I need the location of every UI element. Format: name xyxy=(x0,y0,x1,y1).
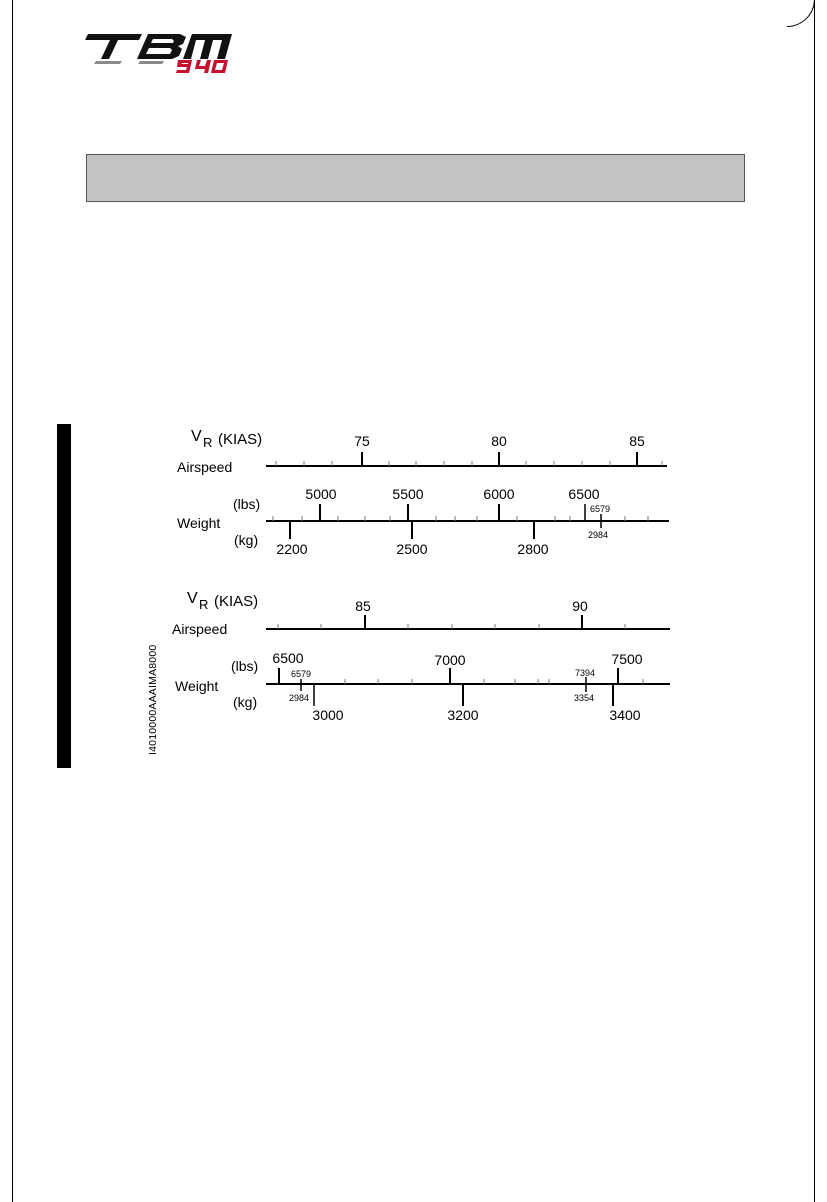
weight-axis-label: Weight xyxy=(177,515,221,531)
vr-symbol: V xyxy=(191,428,202,445)
nomogram-1 xyxy=(177,428,669,557)
kg-tick-label: 3400 xyxy=(609,707,641,723)
lbs-tick-label: 5000 xyxy=(305,486,337,502)
vr-unit: (KIAS) xyxy=(218,431,263,448)
airspeed-axis-label: Airspeed xyxy=(172,621,228,637)
vr-subscript: R xyxy=(203,435,213,450)
nomogram-2 xyxy=(172,590,670,723)
lbs-unit-label: (lbs) xyxy=(233,496,261,512)
lbs-tick-label: 6500 xyxy=(568,486,600,502)
kg-tick-label: 2200 xyxy=(276,541,308,557)
vr-subscript: R xyxy=(199,597,209,612)
kg-tick-label: 3000 xyxy=(312,707,344,723)
lbs-special-label: 6579 xyxy=(290,669,312,679)
airspeed-tick-label: 80 xyxy=(491,433,507,449)
weight-axis-label: Weight xyxy=(175,678,219,694)
vr-symbol: V xyxy=(187,590,198,607)
kg-special-label: 2984 xyxy=(288,693,310,703)
lbs-tick-label: 6000 xyxy=(483,486,515,502)
kg-special-label: 2984 xyxy=(587,530,609,540)
lbs-unit-label: (lbs) xyxy=(231,658,259,674)
document-reference: I4010000AAAIMA8000 xyxy=(147,644,159,755)
airspeed-tick-label: 85 xyxy=(629,433,645,449)
lbs-special-label: 7394 xyxy=(574,668,596,678)
kg-tick-label: 2500 xyxy=(396,541,428,557)
kg-unit-label: (kg) xyxy=(234,532,259,548)
lbs-tick-label: 7000 xyxy=(434,652,466,668)
kg-tick-label: 3200 xyxy=(447,707,479,723)
lbs-special-label: 6579 xyxy=(589,504,611,514)
airspeed-tick-label: 90 xyxy=(572,598,588,614)
lbs-tick-label: 5500 xyxy=(392,486,424,502)
vr-unit: (KIAS) xyxy=(214,593,259,610)
lbs-tick-label: 7500 xyxy=(611,651,643,667)
lbs-tick-label: 6500 xyxy=(272,650,304,666)
airspeed-axis-label: Airspeed xyxy=(177,459,233,475)
kg-tick-label: 2800 xyxy=(517,541,549,557)
airspeed-tick-label: 85 xyxy=(355,598,371,614)
kg-unit-label: (kg) xyxy=(233,694,258,710)
airspeed-tick-label: 75 xyxy=(354,433,370,449)
kg-special-label: 3354 xyxy=(573,693,595,703)
